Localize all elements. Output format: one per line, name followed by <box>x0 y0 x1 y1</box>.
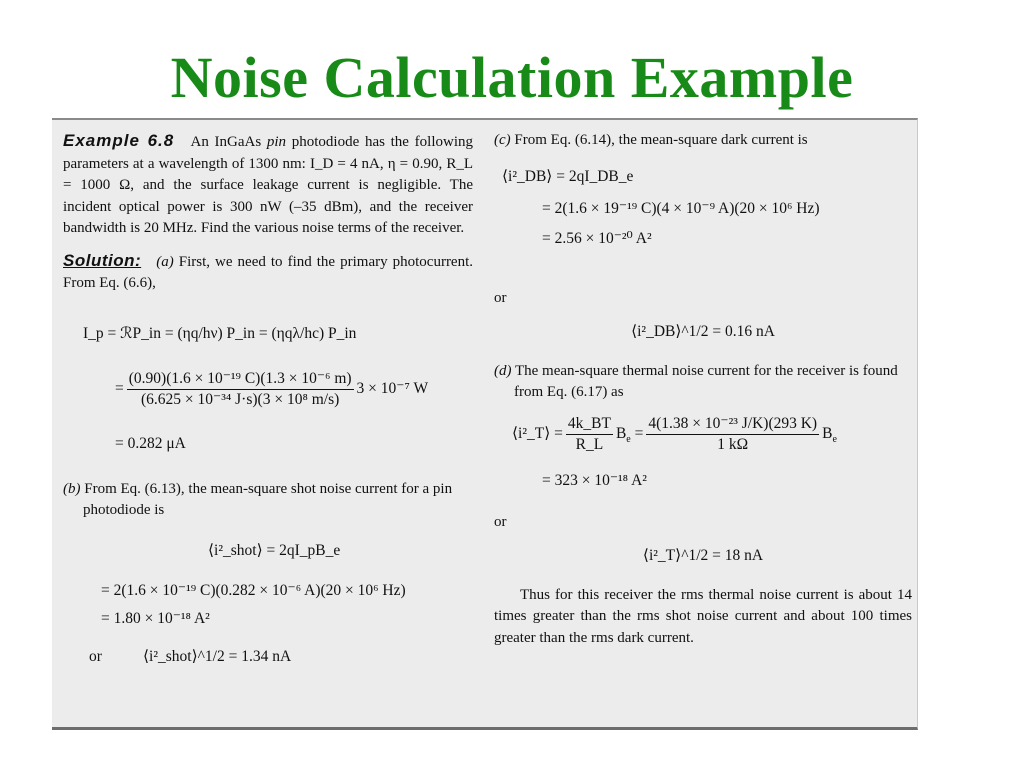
eq-photocurrent-block <box>63 301 473 471</box>
part-d-text: The mean-square thermal noise current for the receiver is found from Eq. (6.17) as <box>514 362 898 400</box>
or-1: or <box>494 289 507 306</box>
eq-shot-block <box>63 522 473 672</box>
conclusion: Thus for this receiver the rms thermal noise current is about 14 times greater than the rms shot noise current and about 100 times greater than the rms dark current. <box>494 586 912 646</box>
eq-ip-line2: = $\frac{\text{(0.90)(1.6 × 10⁻¹⁹ C)(1.3 × 10⁻⁶ m)}}{\text{(6.625 × 10⁻³⁴ J·s)(3 × 10⁸ m/s)}}$ 3 × 10⁻⁷ W <box>115 369 429 408</box>
eq-db-rms: ⟨i²_DB⟩^1/2 = 0.16 nA <box>631 323 775 340</box>
part-b-text: From Eq. (6.13), the mean-square shot noise current for a pin photodiode is <box>83 480 453 518</box>
slide-title: Noise Calculation Example <box>170 45 854 110</box>
eq-t-frac2-num: 4(1.38 × 10⁻²³ J/K)(293 K) <box>646 414 819 435</box>
or-2: or <box>494 513 507 530</box>
example-statement <box>63 130 473 240</box>
eq-t-result: = 323 × 10⁻¹⁸ A² <box>542 471 647 489</box>
left-column <box>63 130 473 672</box>
eq-ip-numerator: (0.90)(1.6 × 10⁻¹⁹ C)(1.3 × 10⁻⁶ m) <box>127 369 354 390</box>
example-heading: Example 6.8 <box>63 131 175 150</box>
solution-intro <box>63 250 473 295</box>
eq-dark-block <box>494 152 912 262</box>
part-b-label: (b) <box>63 480 81 497</box>
eq-t-lhs: ⟨i²_T⟩ = <box>512 424 563 442</box>
part-b <box>63 479 473 522</box>
solution-heading: Solution: <box>63 250 142 270</box>
part-c-text: From Eq. (6.14), the mean-square dark current is <box>514 132 808 148</box>
example-panel <box>52 118 918 730</box>
eq-ip-fraction <box>127 369 354 410</box>
part-a-text: First, we need to find the primary photocurrent. From Eq. (6.6), <box>63 253 474 291</box>
part-c-label: (c) <box>494 132 511 148</box>
part-d <box>494 361 912 404</box>
example-params: I_D = 4 nA, η = 0.90, R_L = 1000 Ω <box>63 155 473 193</box>
eq-ip-denominator: (6.625 × 10⁻³⁴ J·s)(3 × 10⁸ m/s) <box>141 390 340 408</box>
eq-thermal-block <box>494 404 912 504</box>
eq-shot-line2: = 2(1.6 × 10⁻¹⁹ C)(0.282 × 10⁻⁶ A)(20 × 10⁶ Hz) <box>101 581 406 599</box>
eq-ip-tail: 3 × 10⁻⁷ W <box>356 379 429 397</box>
example-text-b: photodiode has the following parameters at a wavelength of 1300 nm: <box>63 134 473 172</box>
eq-t-frac2-den: 1 kΩ <box>717 435 749 453</box>
eq-ip-result: = 0.282 μA <box>115 434 186 452</box>
eq-t-frac1-den: R_L <box>575 435 604 453</box>
eq-shot-line1: ⟨i²_shot⟩ = 2qI_pB_e <box>208 541 341 559</box>
eq-db-line1: ⟨i²_DB⟩ = 2qI_DB_e <box>502 167 634 185</box>
eq-shot-or: or <box>89 647 102 665</box>
eq-t-fraction-2 <box>646 414 819 455</box>
eq-db-line3: = 2.56 × 10⁻²⁰ A² <box>542 229 652 247</box>
eq-db-line2: = 2(1.6 × 19⁻¹⁹ C)(4 × 10⁻⁹ A)(20 × 10⁶ Hz) <box>542 199 820 217</box>
eq-ip-line1: I_p = ℛP_in = (ηq/hν) P_in = (ηqλ/hc) P_in <box>83 324 357 342</box>
example-text-pin: pin <box>266 134 287 150</box>
part-a-label: (a) <box>156 253 174 270</box>
eq-t-line1: ⟨i²_T⟩ = $\frac{4k\_BT}{R\_L}$ $B_e$ = $\frac{\text{4(1.38 × 10⁻²³ J/K)(293 K)}}{1 k\Omega}$ $B_e$ <box>512 414 837 453</box>
example-text-c: , and the surface leakage current is negligible. The incident optical power is 300 nW (–35 dBm), and the receiver bandwidth is 20 MHz. Find the various noise terms of the receiver. <box>63 177 473 236</box>
eq-shot-line3: = 1.80 × 10⁻¹⁸ A² <box>101 609 210 627</box>
part-c <box>494 130 912 152</box>
eq-shot-rms: ⟨i²_shot⟩^1/2 = 1.34 nA <box>143 647 292 665</box>
example-text-a: An InGaAs <box>190 134 267 150</box>
eq-t-fraction-1 <box>566 414 613 455</box>
eq-t-frac1-num: 4k_BT <box>566 414 613 435</box>
eq-t-rms: ⟨i²_T⟩^1/2 = 18 nA <box>642 547 764 564</box>
part-d-label: (d) <box>494 362 512 379</box>
right-column <box>494 130 912 649</box>
